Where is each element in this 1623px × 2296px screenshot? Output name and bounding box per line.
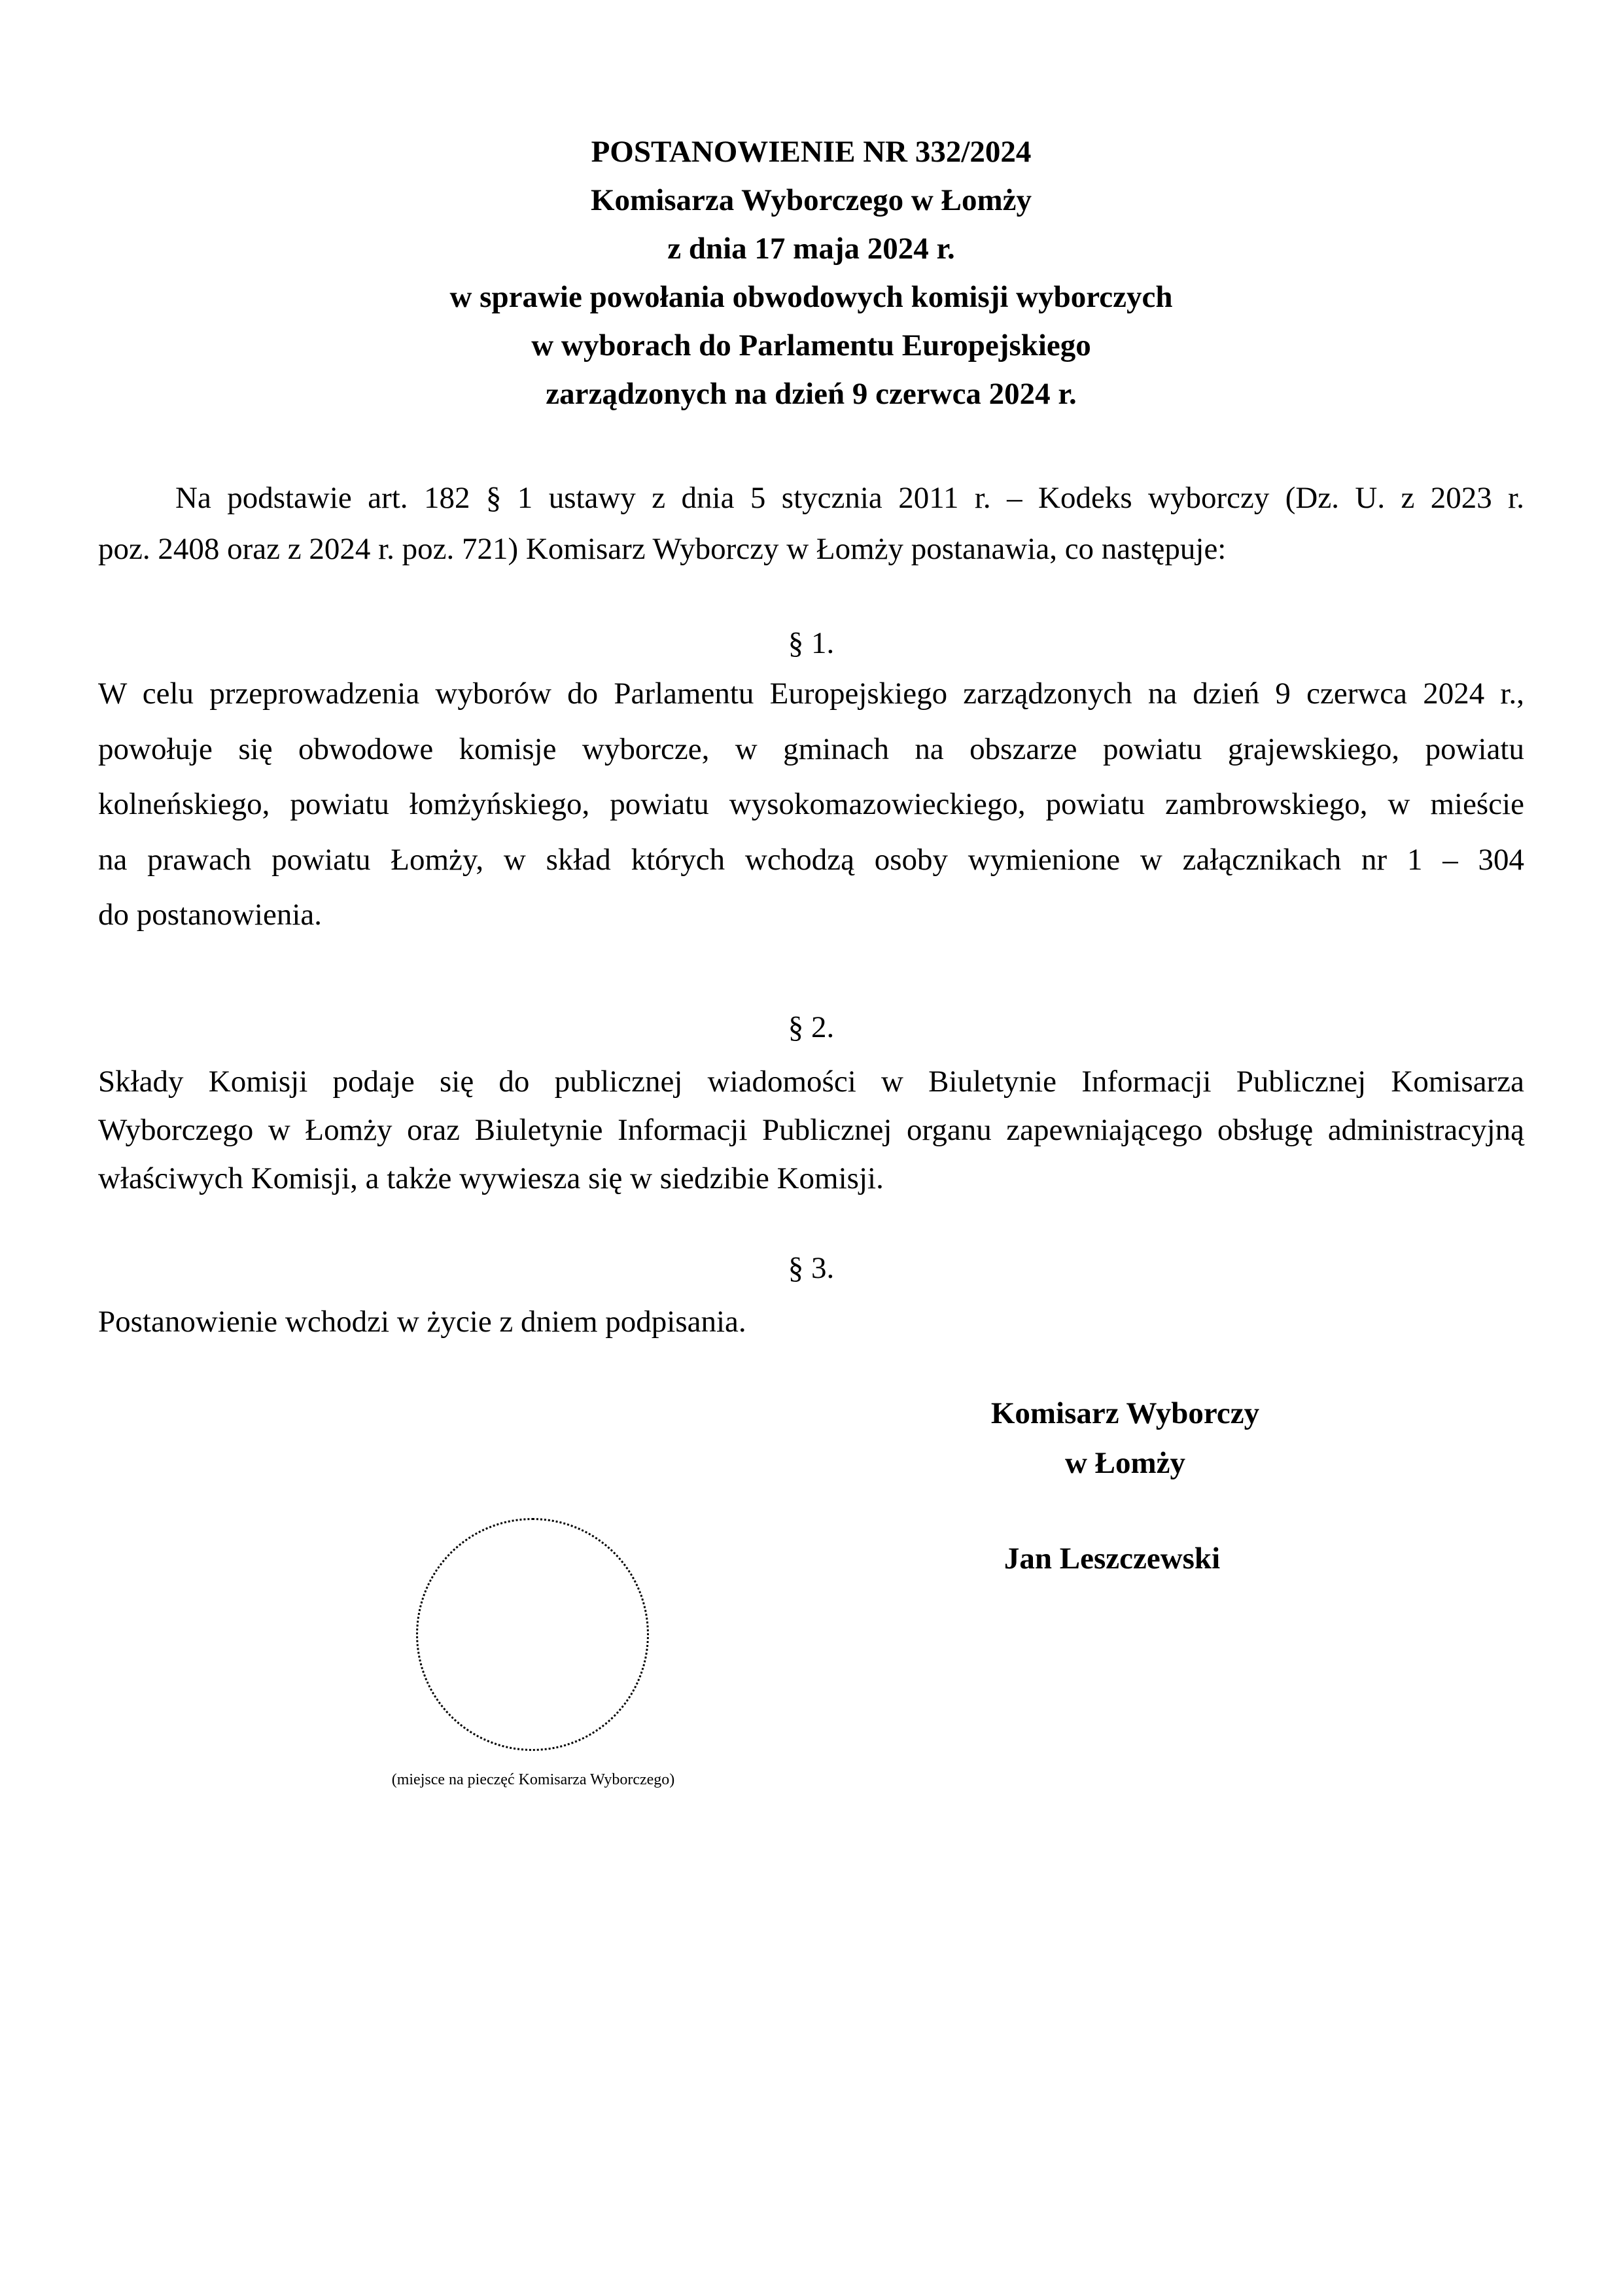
section-1-line: W celu przeprowadzenia wyborów do Parlamentu Europejskiego zarządzonych na dzień 9 czerwca 2024 r.,: [98, 677, 1524, 711]
issuer: Komisarza Wyborczego w Łomży: [591, 183, 1032, 217]
resolution-number: POSTANOWIENIE NR 332/2024: [591, 135, 1032, 169]
subject-line-2: w wyborach do Parlamentu Europejskiego: [531, 328, 1091, 362]
preamble: [98, 472, 1524, 574]
section-3-mark: § 3.: [788, 1251, 835, 1285]
section-2-body: [98, 1057, 1524, 1203]
section-1-line: na prawach powiatu Łomży, w skład których wchodzą osoby wymienione w załącznikach nr 1 – 304: [98, 842, 1524, 877]
section-2-line: Wyborczego w Łomży oraz Biuletynie Informacji Publicznej organu zapewniającego obsługę administracyjną: [98, 1113, 1524, 1147]
signatory-title: Komisarz Wyborczy: [990, 1396, 1260, 1430]
section-1-line: kolneńskiego, powiatu łomżyńskiego, powiatu wysokomazowieckiego, powiatu zambrowskiego, w mieście: [98, 787, 1524, 821]
signatory-name: Jan Leszczewski: [1003, 1542, 1221, 1576]
issue-date: z dnia 17 maja 2024 r.: [667, 232, 955, 266]
preamble-line: Na podstawie art. 182 § 1 ustawy z dnia 5 stycznia 2011 r. – Kodeks wyborczy (Dz. U. z 2023 r.: [175, 481, 1524, 515]
section-1-body: [98, 666, 1524, 943]
stamp-placeholder-circle: [416, 1518, 649, 1751]
section-3-body: [98, 1298, 1524, 1346]
preamble-line: poz. 2408 oraz z 2024 r. poz. 721) Komisarz Wyborczy w Łomży postanawia, co następuje:: [98, 532, 1227, 566]
section-3-line: Postanowienie wchodzi w życie z dniem podpisania.: [98, 1305, 746, 1339]
subject-line-1: w sprawie powołania obwodowych komisji wyborczych: [449, 280, 1173, 314]
stamp-caption: (miejsce na pieczęć Komisarza Wyborczego): [391, 1771, 675, 1788]
section-2-mark: § 2.: [788, 1010, 835, 1044]
signatory-location: w Łomży: [1064, 1446, 1186, 1480]
section-1-mark: § 1.: [788, 626, 835, 660]
signature-block: [896, 1388, 1354, 1488]
document-header: [98, 128, 1524, 418]
subject-line-3: zarządzonych na dzień 9 czerwca 2024 r.: [546, 377, 1077, 411]
section-1-line: powołuje się obwodowe komisje wyborcze, w gminach na obszarze powiatu grajewskiego, powiatu: [98, 732, 1524, 766]
section-1-line: do postanowienia.: [98, 898, 322, 932]
section-2-line: właściwych Komisji, a także wywiesza się w siedzibie Komisji.: [98, 1161, 884, 1195]
section-2-line: Składy Komisji podaje się do publicznej wiadomości w Biuletynie Informacji Publicznej Komisarza: [98, 1065, 1524, 1099]
